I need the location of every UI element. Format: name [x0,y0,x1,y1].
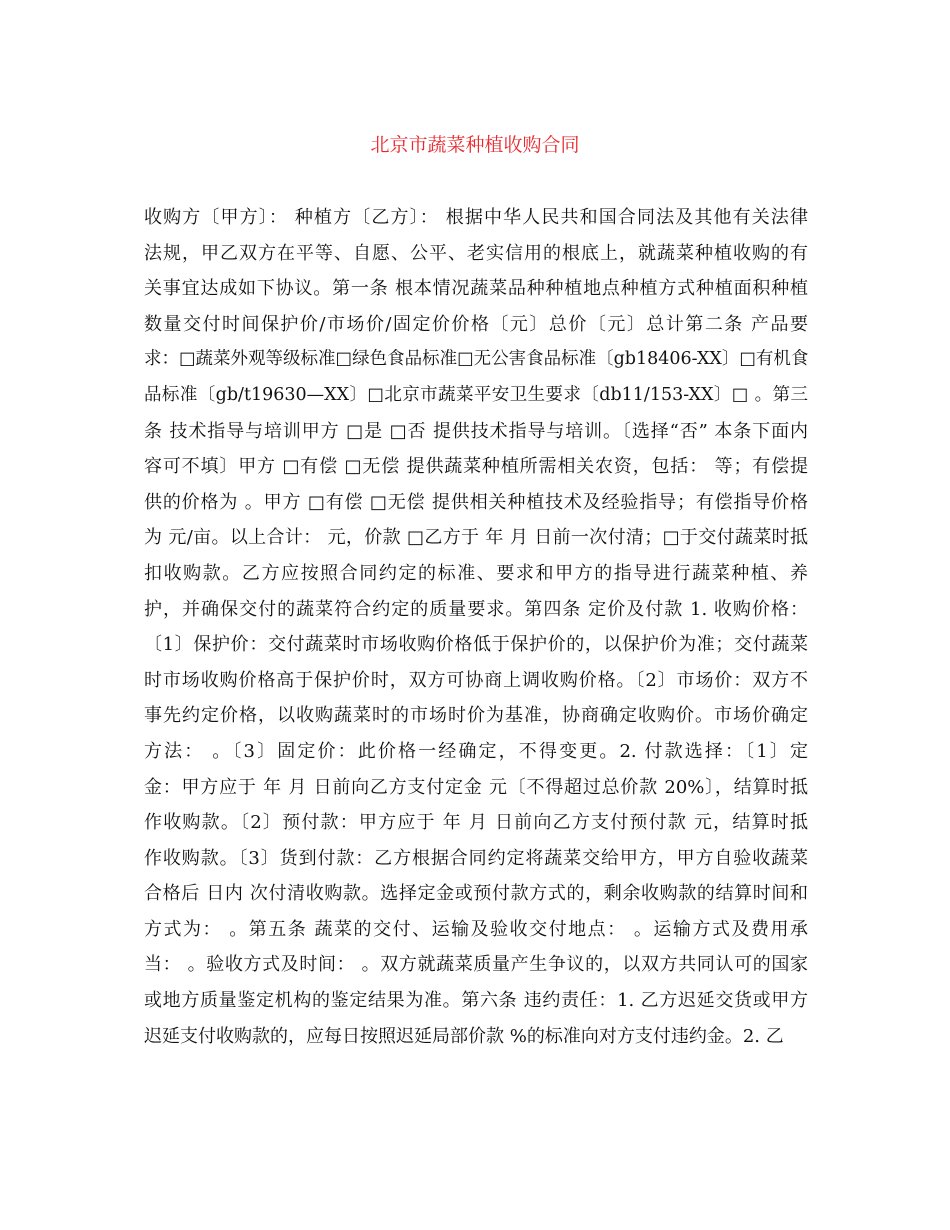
body-line-16: 方法： 。〔3〕固定价：此价格一经确定，不得变更。2. 付款选择：〔1〕定 [144,740,808,762]
body-line-5: 求：□蔬菜外观等级标准□绿色食品标准□无公害食品标准〔gb18406-XX〕□有机食 [144,349,809,370]
body-line-17: 金：甲方应于 年 月 日前向乙方支付定金 元〔不得超过总价款 20%〕，结算时抵 [144,776,808,798]
body-line-3: 关事宜达成如下协议。第一条 根本情况蔬菜品种种植地点种植方式种植面积种植 [144,278,808,300]
body-line-6: 品标准〔gb/t19630—XX〕□北京市蔬菜平安卫生要求〔db11/153-XX〕□ 。第三 [144,384,808,405]
body-line-4: 数量交付时间保护价/市场价/固定价价格〔元〕总价〔元〕总计第二条 产品要 [144,313,808,335]
body-line-20: 合格后 日内 次付清收购款。选择定金或预付款方式的，剩余收购款的结算时间和 [144,883,808,905]
body-line-12: 护，并确保交付的蔬菜符合约定的质量要求。第四条 定价及付款 1. 收购价格： [144,598,808,620]
body-line-23: 或地方质量鉴定机构的鉴定结果为准。第六条 违约责任：1. 乙方迟延交货或甲方 [144,990,808,1012]
body-line-18: 作收购款。〔2〕预付款：甲方应于 年 月 日前向乙方支付预付款 元，结算时抵 [144,812,808,834]
body-line-24: 迟延支付收购款的，应每日按照迟延局部价款 %的标准向对方支付违约金。2. 乙 [144,1025,784,1047]
body-line-7: 条 技术指导与培训甲方 □是 □否 提供技术指导与培训。〔选择“否” 本条下面内 [144,420,808,442]
body-line-9: 供的价格为 。甲方 □有偿 □无偿 提供相关种植技术及经验指导；有偿指导价格 [144,491,808,513]
body-line-21: 方式为： 。第五条 蔬菜的交付、运输及验收交付地点： 。运输方式及费用承 [144,918,808,940]
body-line-10: 为 元/亩。以上合计： 元，价款 □乙方于 年 月 日前一次付清；□于交付蔬菜时抵 [144,527,808,549]
contract-body [144,200,808,1054]
body-line-8: 容可不填〕甲方 □有偿 □无偿 提供蔬菜种植所需相关农资，包括： 等；有偿提 [144,456,808,478]
body-line-14: 时市场收购价格高于保护价时，双方可协商上调收购价格。〔2〕市场价：双方不 [144,669,808,691]
body-line-19: 作收购款。〔3〕货到付款：乙方根据合同约定将蔬菜交给甲方，甲方自验收蔬菜 [144,847,808,869]
body-line-1: 收购方〔甲方〕： 种植方〔乙方〕： 根据中华人民共和国合同法及其他有关法律 [144,207,808,228]
body-line-11: 扣收购款。乙方应按照合同约定的标准、要求和甲方的指导进行蔬菜种植、养 [144,562,808,584]
body-line-22: 当： 。验收方式及时间： 。双方就蔬菜质量产生争议的，以双方共同认可的国家 [144,954,808,976]
document-title: 北京市蔬菜种植收购合同 [370,134,580,156]
body-line-13: 〔1〕保护价：交付蔬菜时市场收购价格低于保护价的，以保护价为准；交付蔬菜 [144,634,808,656]
body-line-2: 法规，甲乙双方在平等、自愿、公平、老实信用的根底上，就蔬菜种植收购的有 [144,242,808,264]
body-line-15: 事先约定价格，以收购蔬菜时的市场时价为基准，协商确定收购价。市场价确定 [144,705,808,727]
